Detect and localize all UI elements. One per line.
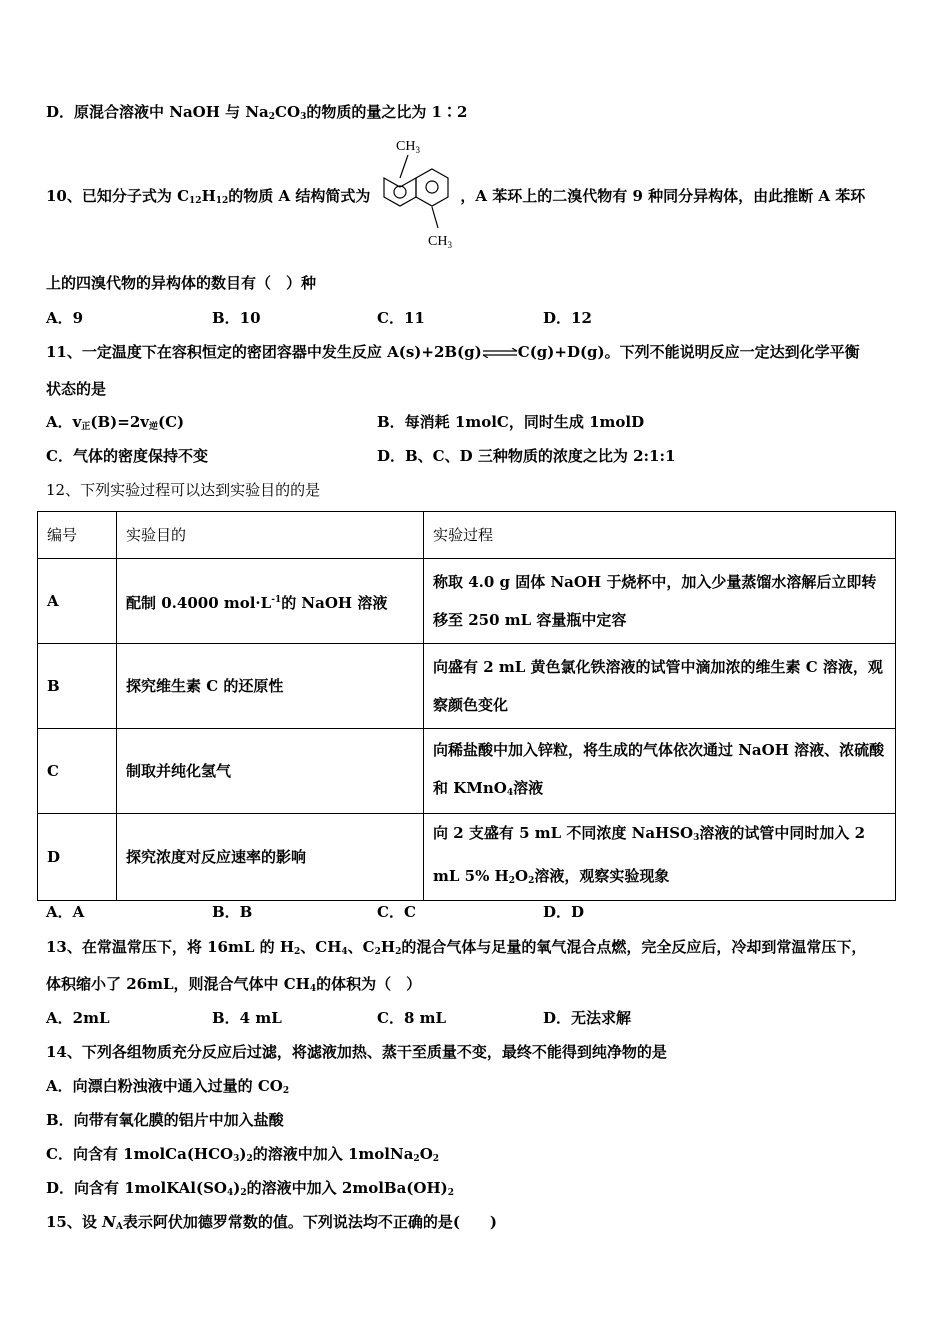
row-purpose: 探究浓度对反应速率的影响 [117, 814, 424, 901]
row-purpose [117, 559, 424, 644]
row-process [424, 814, 896, 901]
header-purpose: 实验目的 [117, 512, 424, 559]
text: D．向含有 1molKAl(SO [46, 1179, 228, 1197]
subscript: 3 [693, 833, 700, 843]
subscript: 2 [374, 947, 381, 957]
avogadro-symbol: N [102, 1213, 116, 1231]
text: 15、设 [46, 1213, 103, 1231]
subscript: 12 [215, 196, 229, 206]
ch3-bottom-label: $CH_3$ [428, 234, 452, 250]
text: 的物质的量之比为 1∶2 [306, 103, 468, 121]
text: D．原混合溶液中 NaOH 与 Na [46, 103, 269, 121]
subscript: 2 [294, 947, 301, 957]
text: 的溶液中加入 2molBa(OH) [246, 1179, 448, 1197]
q12-stem: 12、下列实验过程可以达到实验目的的是 [46, 481, 321, 499]
row-id: B [38, 644, 117, 729]
text: H [380, 938, 396, 956]
q9-option-d [46, 102, 467, 127]
q15-stem [46, 1212, 497, 1237]
text: O [419, 1145, 433, 1163]
q14-option-d[interactable] [46, 1178, 454, 1203]
q14-option-b[interactable]: B．向带有氧化膜的铝片中加入盐酸 [46, 1111, 284, 1129]
q10-option-d[interactable]: D．12 [543, 309, 592, 327]
q12-option-a[interactable]: A．A [46, 903, 85, 921]
q13-stem-line2 [46, 974, 421, 999]
subscript: 2 [447, 1188, 454, 1198]
subscript: 2 [246, 1154, 253, 1164]
q13-option-b[interactable]: B．4 mL [212, 1009, 282, 1027]
subscript: 2 [413, 1154, 420, 1164]
q11-stem-line1 [46, 342, 860, 362]
subscript: 2 [395, 947, 402, 957]
q12-option-c[interactable]: C．C [377, 903, 416, 921]
header-process: 实验过程 [424, 512, 896, 559]
q12-option-b[interactable]: B．B [212, 903, 253, 921]
subscript: 逆 [148, 422, 158, 432]
text: CO [275, 103, 301, 121]
text: 的物质 A 结构简式为 [228, 187, 371, 205]
row-process: 称取 4.0 g 固体 NaOH 于烧杯中，加入少量蒸馏水溶解后立即转移至 250 mL 容量瓶中定容 [424, 559, 896, 644]
text: 溶液的试管中同时加入 2 mL 5% H [433, 824, 866, 885]
q11-stem-line2: 状态的是 [46, 380, 107, 398]
subscript: 2 [240, 1188, 247, 1198]
q11-option-c[interactable]: C．气体的密度保持不变 [46, 447, 208, 465]
superscript: -1 [271, 594, 282, 605]
text: 向 2 支盛有 5 mL 不同浓度 NaHSO [433, 824, 694, 842]
text: O [515, 867, 529, 885]
text: 溶液 [513, 778, 544, 797]
text: 溶液，观察实验现象 [534, 867, 670, 885]
subscript: 4 [506, 787, 514, 798]
text: (C) [157, 413, 185, 431]
subscript: 正 [81, 422, 91, 432]
row-process [424, 729, 896, 814]
subscript: 4 [341, 947, 348, 957]
q11-option-d[interactable]: D．B、C、D 三种物质的浓度之比为 2:1:1 [377, 447, 676, 465]
table-header-row [38, 512, 896, 559]
header-id: 编号 [38, 512, 117, 559]
row-id: A [38, 559, 117, 644]
text: 的溶液中加入 1molNa [252, 1145, 414, 1163]
q14-option-c[interactable] [46, 1144, 439, 1169]
q13-option-a[interactable]: A．2mL [46, 1009, 110, 1027]
q13-option-d[interactable]: D．无法求解 [543, 1009, 632, 1027]
row-id: C [38, 729, 117, 814]
subscript: 3 [300, 112, 307, 122]
text: 、C [347, 938, 375, 956]
text: 10、已知分子式为 C [46, 187, 190, 205]
q14-stem: 14、下列各组物质充分反应后过滤，将滤液加热、蒸干至质量不变，最终不能得到纯净物的是 [46, 1043, 667, 1061]
text: 表示阿伏加德罗常数的值。下列说法均不正确的是( ) [122, 1213, 498, 1231]
text: 、CH [300, 938, 342, 956]
text: C(g)+D(g)。下列不能说明反应一定达到化学平衡 [517, 343, 860, 361]
text: 向稀盐酸中加入锌粒，将生成的气体依次通过 NaOH 溶液、浓硫酸和 KMnO [433, 740, 885, 797]
text: 体积缩小了 26mL，则混合气体中 CH [46, 975, 310, 993]
equilibrium-arrow-icon [482, 348, 518, 358]
row-purpose: 探究维生素 C 的还原性 [117, 644, 424, 729]
text: 11、一定温度下在容积恒定的密团容器中发生反应 A(s)+2B(g) [46, 343, 482, 361]
q10-option-a[interactable]: A．9 [46, 309, 84, 327]
subscript: 12 [189, 196, 202, 206]
subscript: 2 [528, 876, 535, 886]
text: A．向漂白粉浊液中通入过量的 CO [46, 1077, 283, 1095]
text: 的体积为（ ） [316, 975, 422, 993]
text: (B)=2v [90, 413, 149, 431]
text: ，A 苯环上的二溴代物有 9 种同分异构体，由此推断 A 苯环 [460, 187, 866, 205]
subscript: 2 [432, 1154, 440, 1164]
row-process: 向盛有 2 mL 黄色氯化铁溶液的试管中滴加浓的维生素 C 溶液，观察颜色变化 [424, 644, 896, 729]
q10-stem-line2: 上的四溴代物的异构体的数目有（ ）种 [46, 274, 317, 292]
text: C．向含有 1molCa(HCO [46, 1145, 234, 1163]
text: ) [233, 1179, 241, 1197]
dimethylnaphthalene-structure [380, 133, 460, 251]
subscript: 2 [268, 112, 276, 122]
table-row [38, 559, 896, 644]
subscript: A [115, 1222, 123, 1232]
text: 的混合气体与足量的氧气混合点燃，完全反应后，冷却到常温常压下， [401, 938, 867, 956]
q10-option-b[interactable]: B．10 [212, 309, 261, 327]
subscript: 3 [233, 1154, 240, 1164]
text: A．v [46, 413, 82, 431]
molecule-drawing [380, 133, 460, 251]
text: 配制 0.4000 mol·L [126, 593, 272, 612]
subscript: 2 [508, 876, 515, 886]
ch3-top-label: $CH_3$ [396, 139, 420, 155]
q13-option-c[interactable]: C．8 mL [377, 1009, 447, 1027]
q12-option-d[interactable]: D．D [543, 903, 585, 921]
q14-option-a[interactable] [46, 1076, 289, 1101]
text: 的 NaOH 溶液 [281, 593, 388, 612]
text: ) [239, 1145, 247, 1163]
table-row [38, 814, 896, 901]
q11-option-b[interactable]: B．每消耗 1molC，同时生成 1molD [377, 413, 645, 431]
text: H [201, 187, 216, 205]
row-purpose: 制取并纯化氢气 [117, 729, 424, 814]
experiment-table [37, 511, 896, 901]
table-row [38, 644, 896, 729]
q13-stem-line1 [46, 937, 866, 962]
row-id: D [38, 814, 117, 901]
q10-option-c[interactable]: C．11 [377, 309, 425, 327]
subscript: 4 [309, 984, 317, 994]
text: 13、在常温常压下，将 16mL 的 H [46, 938, 295, 956]
q11-option-a[interactable] [46, 412, 184, 437]
table-row [38, 729, 896, 814]
subscript: 2 [282, 1086, 290, 1096]
subscript: 4 [227, 1188, 234, 1198]
